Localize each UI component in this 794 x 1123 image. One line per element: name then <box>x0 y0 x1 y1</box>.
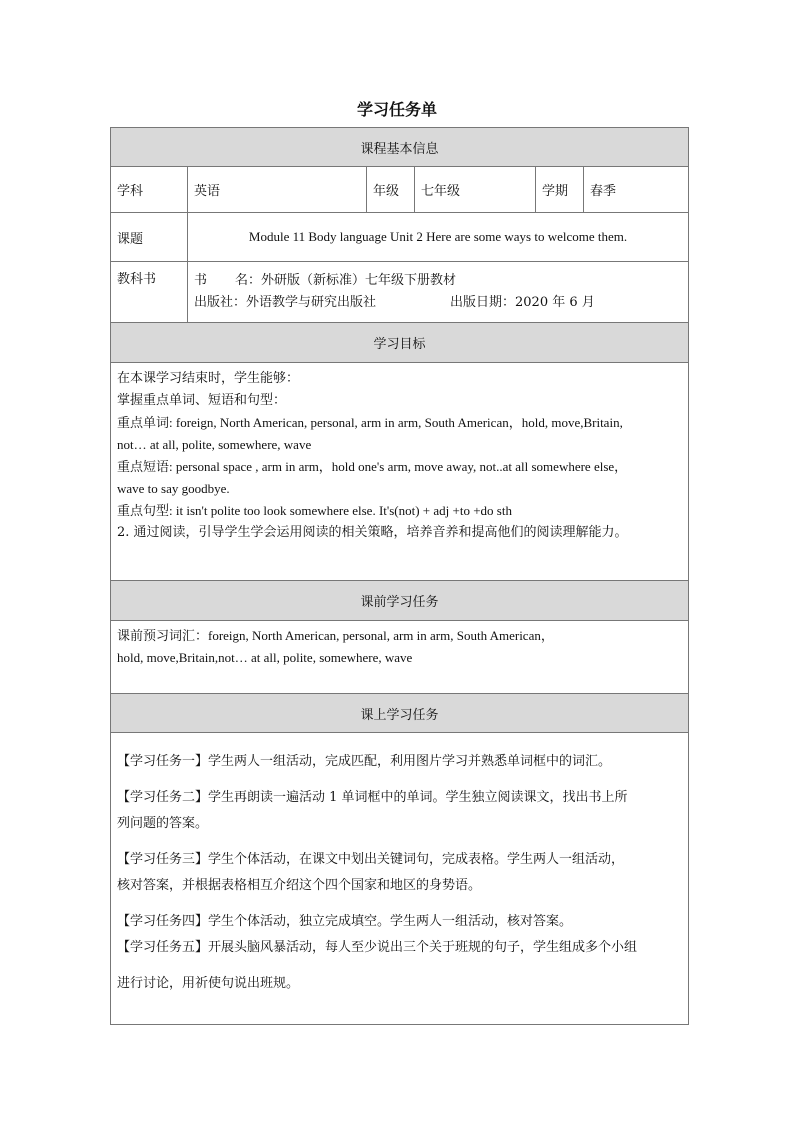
grade-value: 七年级 <box>415 167 536 213</box>
publish-date: 出版日期：2020 年 6 月 <box>450 295 595 310</box>
key-phrases-line-1: 重点短语: personal space , arm in arm，hold one's arm, move away, not..at all somewhere else， <box>117 459 628 474</box>
subject-label: 学科 <box>111 167 188 213</box>
section-basic-info: 课程基本信息 <box>111 128 689 167</box>
key-sentences: 重点句型: it isn't polite too look somewhere else. It's(not) + adj +to +do sth <box>117 503 512 518</box>
publisher: 出版社：外语教学与研究出版社 <box>194 295 377 310</box>
task-3-line-1: 【学习任务三】学生个体活动，在课文中划出关键词句，完成表格。学生两人一组活动， <box>117 852 625 867</box>
term-label: 学期 <box>536 167 584 213</box>
book-name: 名：外研版（新标准）七年级下册教材 <box>235 273 457 288</box>
subject-value: 英语 <box>188 167 367 213</box>
textbook-label: 教科书 <box>111 262 188 323</box>
page-title: 学习任务单 <box>356 100 437 119</box>
task-sheet-table <box>110 127 689 1025</box>
term-value: 春季 <box>584 167 689 213</box>
section-in-class: 课上学习任务 <box>111 694 689 733</box>
task-4: 【学习任务四】学生个体活动，独立完成填空。学生两人一组活动，核对答案。 <box>117 914 573 929</box>
key-words-line-1: 重点单词: foreign, North American, personal, arm in arm, South American，hold, move,Britain, <box>117 415 623 430</box>
task-2-line-1: 【学习任务二】学生再朗读一遍活动 1 单词框中的单词。学生独立阅读课文，找出书上所 <box>117 790 628 805</box>
grade-label: 年级 <box>367 167 415 213</box>
topic-label: 课题 <box>111 213 188 262</box>
task-5-line-1: 【学习任务五】开展头脑风暴活动，每人至少说出三个关于班规的句子，学生组成多个小组 <box>117 940 638 955</box>
pre-class-line-1: 课前预习词汇：foreign, North American, personal, arm in arm, South American， <box>117 628 554 643</box>
textbook-info <box>188 262 689 323</box>
book-prefix: 书 <box>194 273 208 288</box>
task-5-line-2: 进行讨论，用祈使句说出班规。 <box>117 976 300 991</box>
pre-class-content <box>111 621 689 694</box>
objectives-content <box>111 363 689 581</box>
in-class-tasks <box>111 733 689 1025</box>
topic-value: Module 11 Body language Unit 2 Here are some ways to welcome them. <box>188 213 689 262</box>
key-words-line-2: not… at all, polite, somewhere, wave <box>117 437 312 452</box>
section-pre-class: 课前学习任务 <box>111 581 689 621</box>
section-objectives: 学习目标 <box>111 323 689 363</box>
objectives-item-2: 2. 通过阅读，引导学生学会运用阅读的相关策略，培养音养和提高他们的阅读理解能力。 <box>117 525 628 540</box>
pre-class-line-2: hold, move,Britain,not… at all, polite, somewhere, wave <box>117 650 413 665</box>
key-phrases-line-2: wave to say goodbye. <box>117 481 230 496</box>
objectives-item-1: 掌握重点单词、短语和句型： <box>117 393 287 408</box>
task-1: 【学习任务一】学生两人一组活动，完成匹配，利用图片学习并熟悉单词框中的词汇。 <box>117 754 612 769</box>
task-2-line-2: 列问题的答案。 <box>117 816 209 831</box>
objectives-intro: 在本课学习结束时，学生能够： <box>117 371 300 386</box>
task-3-line-2: 核对答案，并根据表格相互介绍这个四个国家和地区的身势语。 <box>117 878 482 893</box>
